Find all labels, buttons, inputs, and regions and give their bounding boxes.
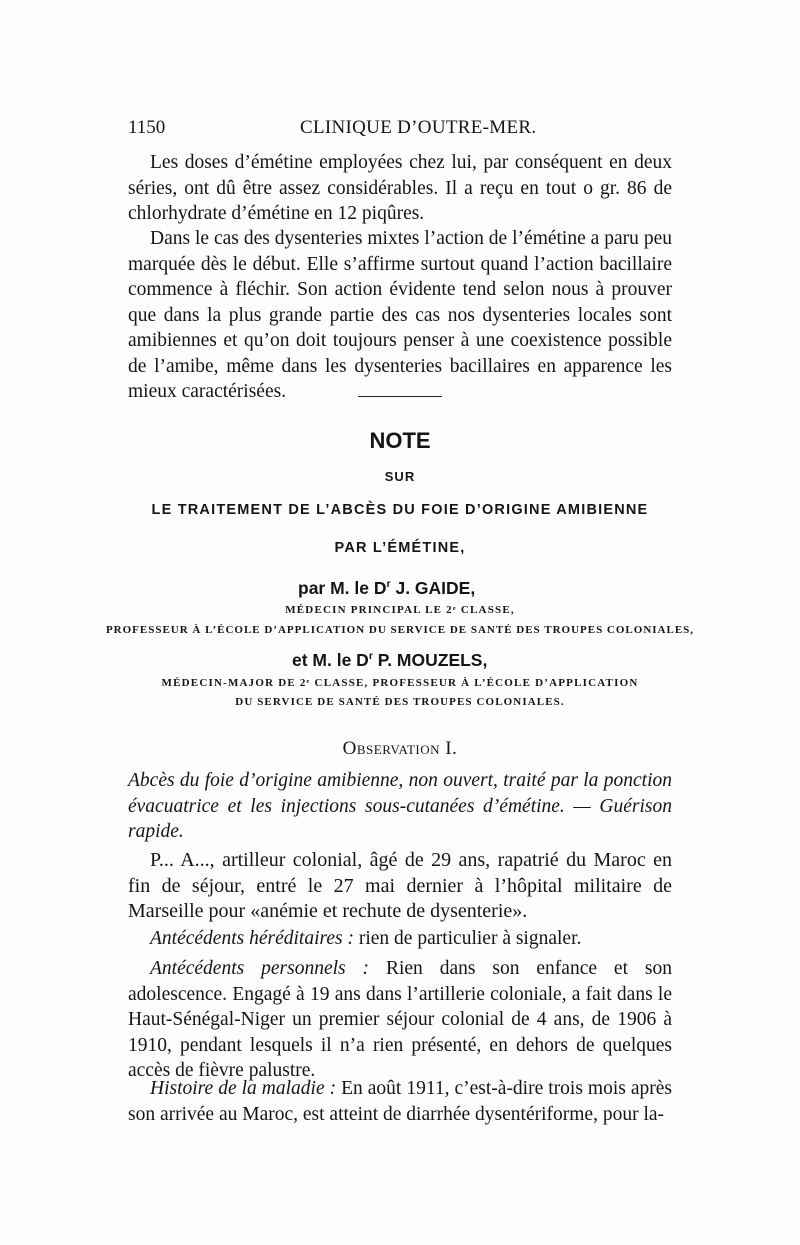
author-name: J. GAIDE, — [390, 578, 476, 598]
article-sur: SUR — [384, 469, 416, 484]
page-number: 1150 — [128, 117, 166, 138]
hereditary-text: rien de particulier à signaler. — [353, 928, 582, 949]
running-title: CLINIQUE D’OUTRE-MER. — [300, 117, 537, 138]
paragraph-personal — [128, 956, 672, 1084]
paragraph-dysenteries — [128, 226, 672, 405]
author-mouzels-affiliation-1: MÉDECIN-MAJOR DE 2ᵉ CLASSE, PROFESSEUR À L’ÉCOLE D’APPLICATION — [161, 677, 639, 689]
author-mouzels-affiliation-2: DU SERVICE DE SANTÉ DES TROUPES COLONIALES. — [235, 696, 565, 708]
article-subject-line2: PAR L’ÉMÉTINE, — [334, 540, 466, 556]
paragraph-history — [128, 1076, 672, 1127]
author-title-sup: r — [368, 650, 373, 663]
observation-summary — [128, 768, 672, 845]
author-gaide-affiliation-2: PROFESSEUR À L’ÉCOLE D’APPLICATION DU SERVICE DE SANTÉ DES TROUPES COLONIALES, — [105, 624, 695, 636]
history-text: En août 1911, c’est-à-dire trois mois après son arrivée au Maroc, est atteint de diarrhée dysentériforme, pour la- — [128, 1078, 672, 1125]
history-label: Histoire de la maladie : — [150, 1078, 337, 1099]
paragraph-text: Les doses d’émétine employées chez lui, par conséquent en deux séries, ont dû être assez considérables. Il a reçu en tout o gr. 86 de chlorhydrate d’émétine en 12 piqûres. — [128, 152, 672, 224]
author-gaide — [298, 578, 475, 599]
paragraph-text: P... A..., artilleur colonial, âgé de 29 ans, rapatrié du Maroc en fin de séjour, entré le 27 mai dernier à l’hôpital militaire de Marseille pour «anémie et rechute de dysenterie». — [128, 849, 672, 922]
section-divider — [358, 396, 442, 397]
personal-label: Antécédents personnels : — [150, 958, 370, 979]
paragraph-text — [128, 926, 672, 952]
author-name: P. MOUZELS, — [372, 650, 488, 670]
hereditary-label: Antécédents héréditaires : — [150, 928, 354, 949]
paragraph-text — [128, 956, 672, 1084]
article-subject-line1: LE TRAITEMENT DE L’ABCÈS DU FOIE D’ORIGINE AMIBIENNE — [151, 502, 649, 518]
observation-heading: Observation I. — [342, 738, 458, 759]
running-header — [128, 117, 668, 141]
author-prefix: par M. le D — [298, 578, 387, 598]
personal-text: Rien dans son enfance et son adolescence. Engagé à 19 ans dans l’artillerie coloniale, a fait dans le Haut-Sénégal-Niger un premier séjour colonial de 4 ans, de 1906 à 1910, pendant lesquels il n’a rien présenté, en dehors de quelques accès de fièvre palustre. — [128, 958, 673, 1081]
summary-text: Abcès du foie d’origine amibienne, non ouvert, traité par la ponction évacuatrice et les injections sous-cutanées d’émétine. — Guérison rapide. — [128, 770, 672, 842]
paragraph-doses — [128, 150, 672, 227]
author-mouzels — [292, 650, 487, 671]
paragraph-hereditary — [128, 926, 672, 952]
paragraph-case — [128, 848, 672, 925]
article-heading: NOTE — [369, 428, 431, 453]
paragraph-text — [128, 1076, 672, 1127]
author-gaide-affiliation-1: MÉDECIN PRINCIPAL LE 2ᵉ CLASSE, — [285, 604, 515, 616]
paragraph-text: Dans le cas des dysenteries mixtes l’action de l’émétine a paru peu marquée dès le début. Elle s’affirme surtout quand l’action bacillaire commence à fléchir. Son action évidente tend selon nous à prouver que dans la plus grande partie des cas nos dysenteries locales sont amibiennes et qu’on doit toujours penser à une coexistence possible de l’amibe, même dans les dysenteries bacillaires en apparence les mieux caractérisées. — [128, 228, 672, 402]
author-title-sup: r — [386, 578, 391, 591]
author-prefix: et M. le D — [292, 650, 369, 670]
